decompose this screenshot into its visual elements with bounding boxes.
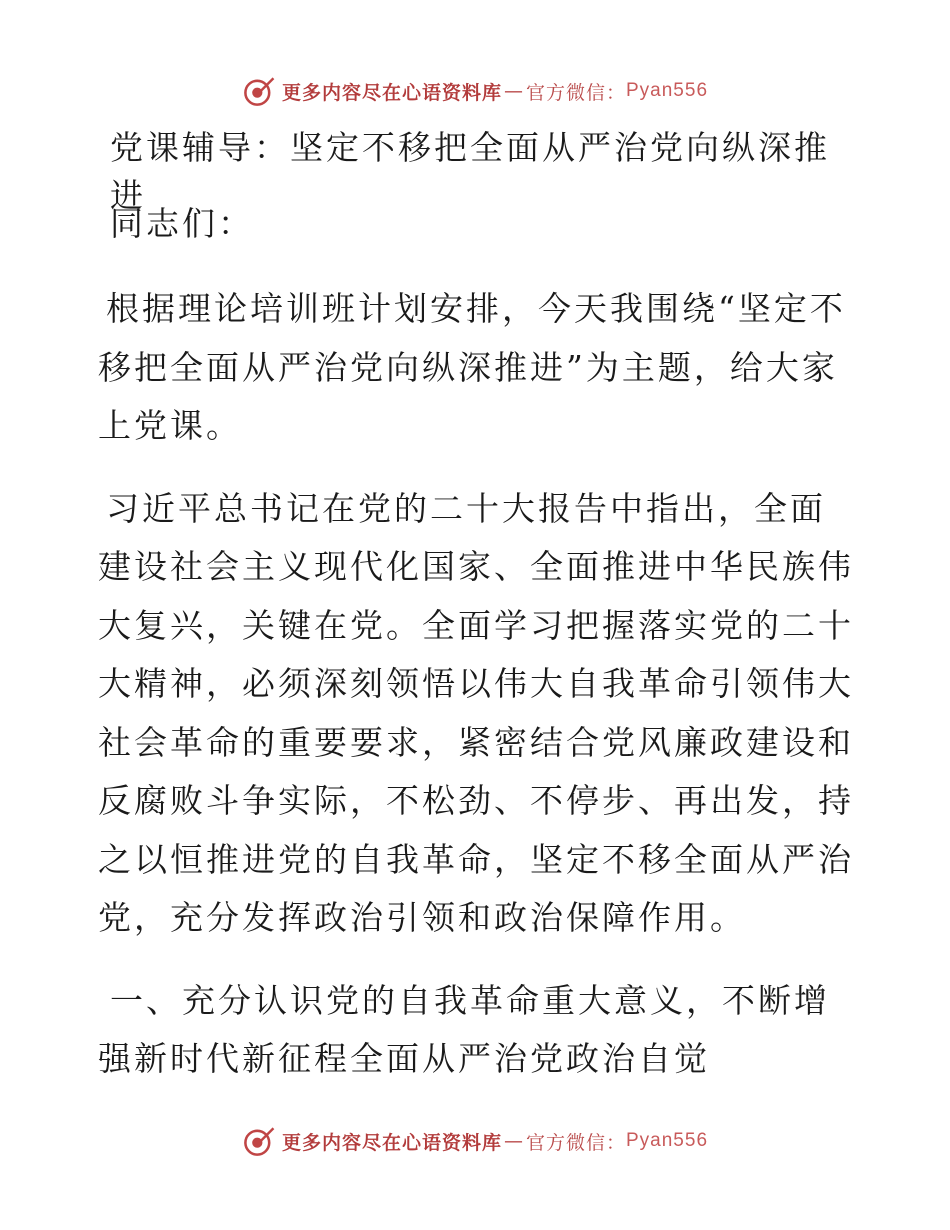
pen-logo-icon: [242, 74, 276, 108]
document-body: [98, 124, 858, 1089]
greeting: 同志们：: [110, 204, 254, 243]
watermark-site: 更多内容尽在心语资料库: [281, 81, 502, 104]
watermark-label: 官方微信：: [525, 81, 626, 104]
watermark-separator: —: [503, 80, 524, 102]
watermark-wechat-id: Pyan556: [626, 1130, 709, 1151]
watermark-separator: —: [503, 1130, 524, 1152]
watermark-site: 更多内容尽在心语资料库: [281, 1131, 502, 1154]
paragraph-main: 习近平总书记在党的二十大报告中指出，全面建设社会主义现代化国家、全面推进中华民族伟大复兴，关键在党。全面学习把握落实党的二十大精神，必须深刻领悟以伟大自我革命引领伟大社会革命的重要要求，紧密结合党风廉政建设和反腐败斗争实际，不松劲、不停步、再出发，持之以恒推进党的自我革命，坚定不移全面从严治党，充分发挥政治引领和政治保障作用。: [98, 488, 854, 937]
header-watermark: [0, 74, 950, 108]
document-title: 党课辅导：坚定不移把全面从严治党向纵深推进: [110, 128, 830, 215]
footer-watermark: [0, 1124, 950, 1158]
watermark-label: 官方微信：: [525, 1131, 626, 1154]
section-heading: 一、充分认识党的自我革命重大意义，不断增强新时代新征程全面从严治党政治自觉: [98, 980, 830, 1078]
paragraph-intro: 根据理论培训班计划安排，今天我围绕“坚定不移把全面从严治党向纵深推进”为主题，给大家上党课。: [98, 289, 846, 445]
pen-logo-icon: [242, 1124, 276, 1158]
watermark-wechat-id: Pyan556: [626, 80, 709, 101]
